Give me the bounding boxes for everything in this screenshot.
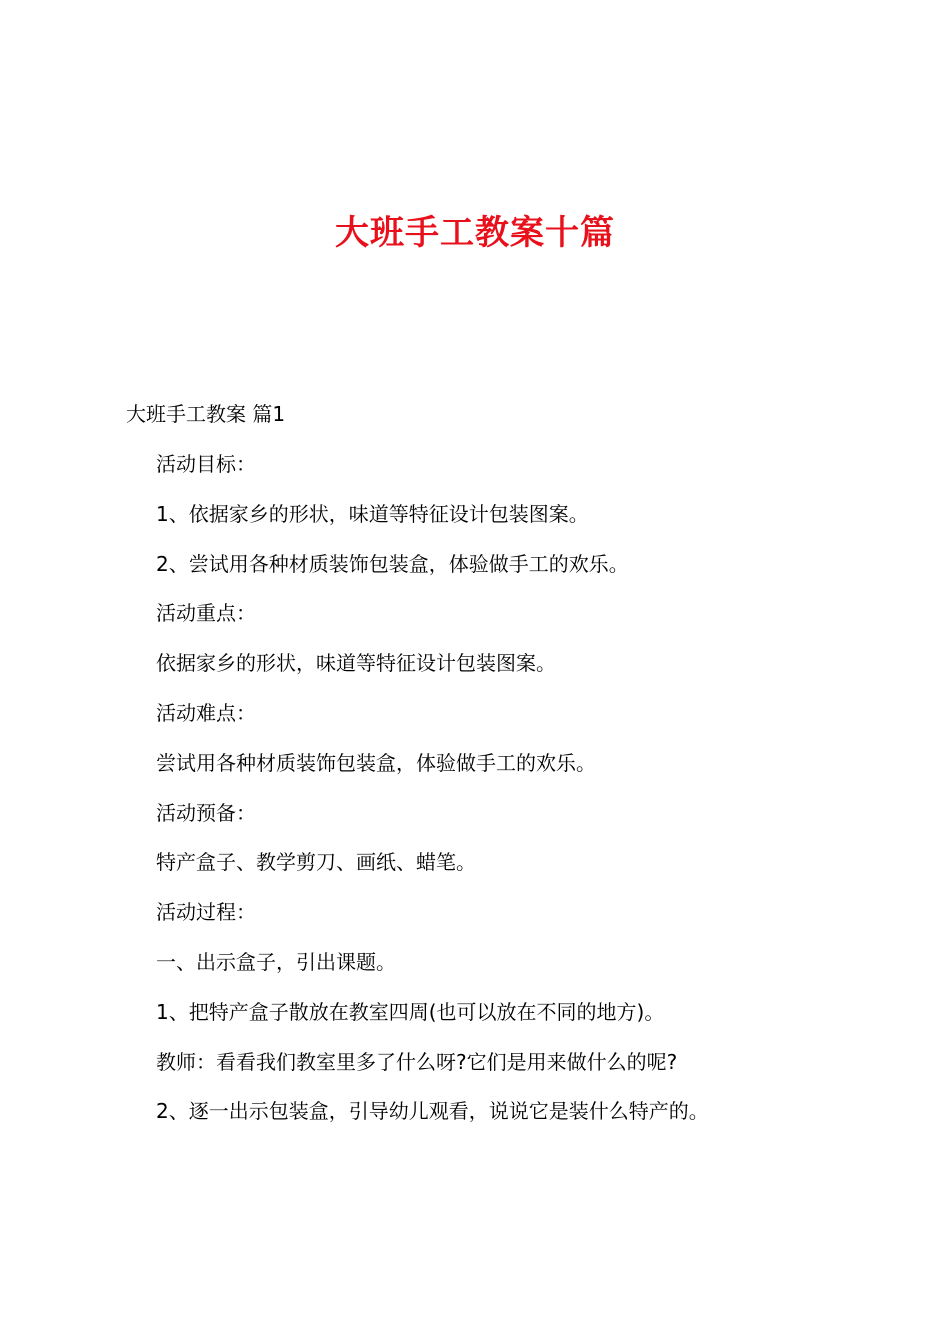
section-heading: 大班手工教案 篇1 xyxy=(126,402,286,426)
paragraph: 2、尝试用各种材质装饰包装盒，体验做手工的欢乐。 xyxy=(156,551,629,576)
paragraph: 特产盒子、教学剪刀、画纸、蜡笔。 xyxy=(156,850,476,875)
paragraph: 一、出示盒子，引出课题。 xyxy=(156,949,396,974)
paragraph: 2、逐一出示包装盒，引导幼儿观看，说说它是装什么特产的。 xyxy=(156,1099,709,1124)
paragraph: 活动过程： xyxy=(156,900,256,925)
paragraph: 依据家乡的形状，味道等特征设计包装图案。 xyxy=(156,651,556,676)
paragraph: 尝试用各种材质装饰包装盒，体验做手工的欢乐。 xyxy=(156,750,596,775)
paragraph: 活动预备： xyxy=(156,800,256,825)
paragraph: 活动难点： xyxy=(156,700,256,725)
body-text xyxy=(156,448,916,1145)
paragraph: 教师：看看我们教室里多了什么呀?它们是用来做什么的呢? xyxy=(156,1049,678,1074)
paragraph: 1、把特产盒子散放在教室四周(也可以放在不同的地方)。 xyxy=(156,999,665,1024)
document-title: 大班手工教案十篇 xyxy=(335,213,615,253)
paragraph: 1、依据家乡的形状，味道等特征设计包装图案。 xyxy=(156,501,589,526)
paragraph: 活动重点： xyxy=(156,601,256,626)
paragraph: 活动目标： xyxy=(156,452,256,476)
